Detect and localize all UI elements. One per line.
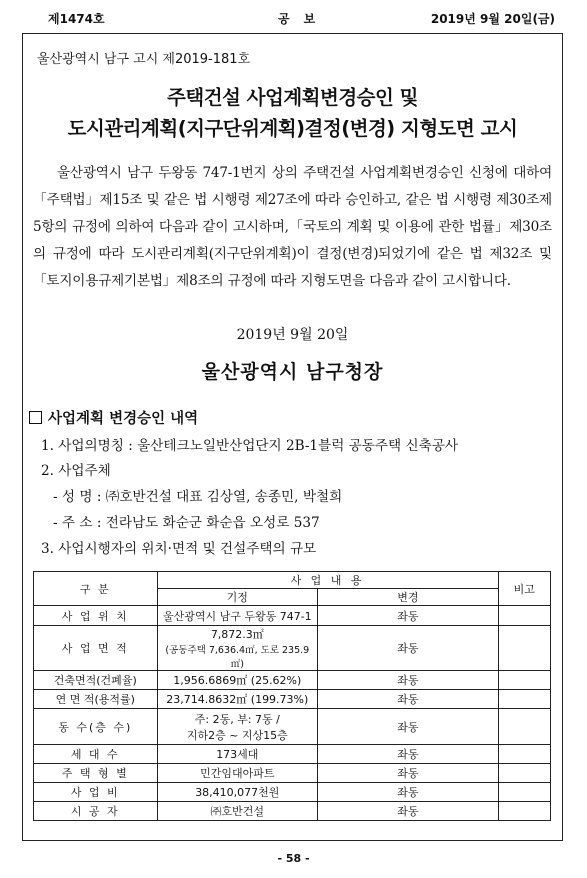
row-existing-cell [157, 709, 318, 745]
row-existing: 주: 2동, 부: 7동 / [194, 712, 280, 726]
row-changed: 좌동 [318, 606, 499, 626]
list-item: - 주 소 : 전라남도 화순군 화순읍 오성로 537 [53, 515, 320, 531]
table-row [34, 606, 551, 626]
row-label: 세 대 수 [34, 745, 158, 764]
row-existing: 민간임대아파트 [157, 764, 318, 783]
notice-number: 울산광역시 남구 고시 제2019-181호 [37, 52, 251, 67]
list-item: - 성 명 : ㈜호반건설 대표 김상열, 송종민, 박철희 [53, 489, 343, 505]
section-heading-text: 사업계획 변경승인 내역 [48, 411, 199, 427]
issue-number: 제1474호 [48, 12, 105, 26]
header-existing: 기정 [157, 589, 318, 606]
table-row [34, 690, 551, 709]
publication-name: 공보 [278, 12, 330, 26]
row-changed: 좌동 [318, 783, 499, 802]
title-line-1: 주택건설 사업계획변경승인 및 [167, 86, 418, 109]
table-row [34, 802, 551, 821]
notice-body: 울산광역시 남구 두왕동 747-1번지 상의 주택건설 사업계획변경승인 신청에 대하여「주택법」제15조 및 같은 법 시행령 제27조에 따라 승인하고, 같은 법 시행령 제30조제5항의 규정에 의하여 다음과 같이 고시하며,「국토의 계획 및 이용에 관한 법률」제30조의 규정에 따라 도시관리계획(지구단위계획)이 결정(변경)되었기에 같은 법 제32조 및「토지이용규제기본법」제8조의 규정에 따라 지형도면을 다음과 같이 고시합니다. [33, 165, 552, 289]
row-changed: 좌동 [318, 671, 499, 690]
row-label: 사 업 위 치 [34, 606, 158, 626]
row-remarks [498, 709, 550, 745]
row-changed: 좌동 [318, 764, 499, 783]
row-remarks [498, 606, 550, 626]
table-row [34, 709, 551, 745]
row-changed: 좌동 [318, 745, 499, 764]
row-remarks [498, 626, 550, 671]
header-content: 사 업 내 용 [157, 572, 498, 589]
row-label: 동 수(층 수) [34, 709, 158, 745]
notice-frame [22, 33, 563, 841]
page-number: - 58 - [277, 852, 310, 865]
row-label: 사 업 비 [34, 783, 158, 802]
row-existing: 울산광역시 남구 두왕동 747-1 [157, 606, 318, 626]
row-changed: 좌동 [318, 626, 499, 671]
section-heading [29, 407, 198, 428]
row-existing: 7,872.3㎡ [210, 628, 264, 641]
signer: 울산광역시 남구청장 [201, 361, 384, 383]
row-existing: 173세대 [157, 745, 318, 764]
row-remarks [498, 745, 550, 764]
table-row [34, 783, 551, 802]
row-remarks [498, 783, 550, 802]
row-label: 사 업 면 적 [34, 626, 158, 671]
issue-date: 2019년 9월 20일(금) [430, 12, 555, 26]
row-changed: 좌동 [318, 802, 499, 821]
row-changed: 좌동 [318, 690, 499, 709]
project-spec-table [33, 571, 551, 821]
row-existing: ㈜호반건설 [157, 802, 318, 821]
header-category: 구 분 [34, 572, 158, 606]
page-header [30, 6, 557, 30]
row-label: 시 공 자 [34, 802, 158, 821]
checkbox-square-icon [29, 411, 42, 424]
header-changed: 변경 [318, 589, 499, 606]
row-existing: 38,410,077천원 [157, 783, 318, 802]
row-existing-cell [157, 626, 318, 671]
row-remarks [498, 671, 550, 690]
notice-date: 2019년 9월 20일 [236, 327, 349, 343]
header-remarks: 비고 [498, 572, 550, 606]
row-remarks [498, 802, 550, 821]
row-existing-note: (공동주택 7,636.4㎡, 도로 235.9㎡) [165, 645, 310, 670]
list-item: 1. 사업의명칭 : 울산테크노일반산업단지 2B-1블럭 공동주택 신축공사 [41, 438, 459, 454]
row-changed: 좌동 [318, 709, 499, 745]
row-existing-note: 지하2층 ~ 지상15층 [186, 728, 288, 742]
table-row [34, 745, 551, 764]
row-label: 연 면 적(용적률) [34, 690, 158, 709]
row-label: 건축면적(건폐율) [34, 671, 158, 690]
notice-title [23, 82, 562, 144]
title-line-2: 도시관리계획(지구단위계획)결정(변경) 지형도면 고시 [67, 117, 518, 140]
row-remarks [498, 690, 550, 709]
table-row [34, 764, 551, 783]
row-label: 주 택 형 별 [34, 764, 158, 783]
list-item: 3. 사업시행자의 위치·면적 및 건설주택의 규모 [41, 541, 317, 557]
row-existing: 23,714.8632㎡ (199.73%) [157, 690, 318, 709]
list-item: 2. 사업주체 [41, 463, 111, 479]
table-row [34, 671, 551, 690]
row-existing: 1,956.6869㎡ (25.62%) [157, 671, 318, 690]
table-row [34, 626, 551, 671]
row-remarks [498, 764, 550, 783]
